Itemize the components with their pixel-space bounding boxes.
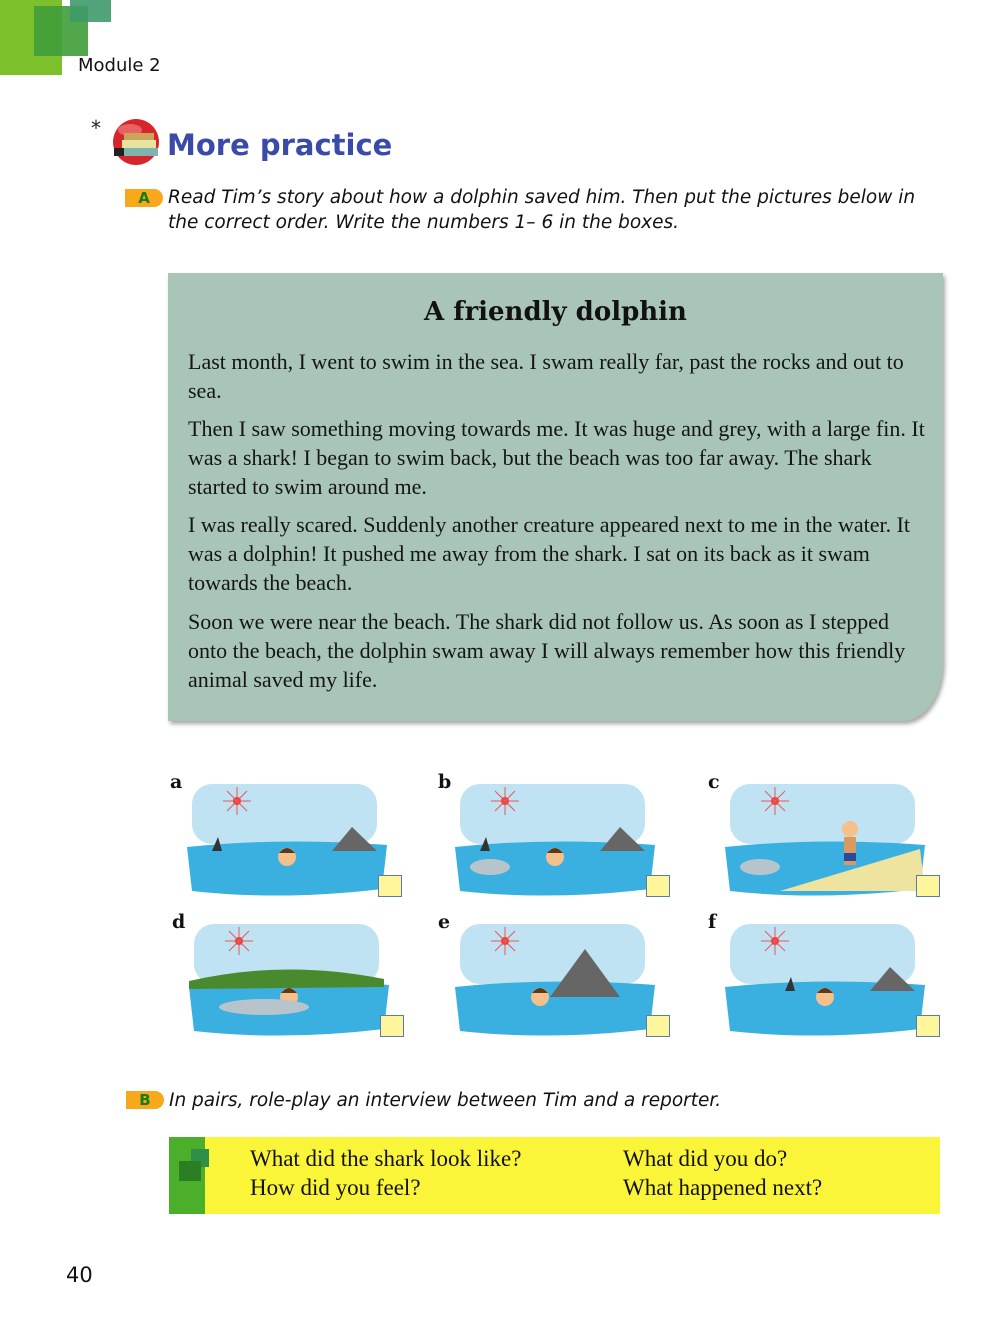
boy-on-beach — [842, 821, 858, 865]
story-picture-b — [450, 779, 660, 909]
instruction-line: the correct order. Write the numbers 1– 6 in the boxes. — [168, 212, 679, 233]
story-picture-d — [184, 919, 394, 1049]
question: What did the shark look like? — [250, 1146, 522, 1171]
section-title: More practice — [167, 128, 393, 162]
sun-icon — [491, 927, 519, 955]
picture-label: f — [708, 911, 717, 933]
question-bar — [169, 1137, 940, 1214]
picture-label: e — [438, 911, 451, 933]
page-number: 40 — [66, 1263, 93, 1287]
books-icon — [110, 118, 162, 166]
story-picture-e — [450, 919, 660, 1049]
answer-box-b[interactable] — [646, 875, 670, 897]
swimmer — [546, 848, 564, 866]
answer-box-f[interactable] — [916, 1015, 940, 1037]
activity-b-instruction: In pairs, role-play an interview between Tim and a reporter. — [169, 1090, 722, 1111]
answer-box-c[interactable] — [916, 875, 940, 897]
instruction-line: Read Tim’s story about how a dolphin saved him. Then put the pictures below in — [168, 187, 916, 208]
sun-icon — [761, 927, 789, 955]
picture-label: b — [438, 771, 452, 793]
answer-box-d[interactable] — [380, 1015, 404, 1037]
sun-icon — [223, 787, 251, 815]
answer-box-e[interactable] — [646, 1015, 670, 1037]
dolphin — [470, 859, 510, 875]
picture-label: d — [172, 911, 186, 933]
answer-box-a[interactable] — [378, 875, 402, 897]
dolphin — [740, 859, 780, 875]
story-paragraph: Soon we were near the beach. The shark did not follow us. As soon as I stepped onto the beach, the dolphin swam away I will always remember how this friendly animal saved my life. — [188, 609, 906, 692]
sun-icon — [761, 787, 789, 815]
corner-decoration — [70, 0, 111, 22]
star-mark: * — [91, 116, 101, 140]
story-title: A friendly dolphin — [424, 297, 687, 327]
module-label: Module 2 — [78, 55, 161, 76]
question: What happened next? — [623, 1175, 823, 1200]
sun-icon — [225, 927, 253, 955]
dolphin — [219, 999, 309, 1015]
picture-label: c — [708, 771, 720, 793]
activity-a-instruction — [168, 185, 915, 235]
story-paragraph: Last month, I went to swim in the sea. I swam really far, past the rocks and out to sea. — [188, 349, 904, 403]
story-paragraph: I was really scared. Suddenly another creature appeared next to me in the water. It was a dolphin! It pushed me away from the shark. I sat on its back as it swam towards the beach. — [188, 512, 911, 595]
picture-label: a — [170, 771, 183, 793]
question: How did you feel? — [250, 1175, 421, 1200]
decoration — [179, 1161, 201, 1181]
swimmer — [531, 988, 549, 1006]
activity-a-badge: A — [125, 189, 163, 207]
activity-b-badge: B — [126, 1091, 164, 1109]
sea — [455, 981, 655, 1035]
story-picture-a — [182, 779, 392, 909]
story-paragraph: Then I saw something moving towards me. It was huge and grey, with a large fin. It was a shark! I began to swim back, but the beach was too far away. The shark started to swim around me. — [188, 416, 925, 499]
swimmer — [816, 988, 834, 1006]
question: What did you do? — [623, 1146, 788, 1171]
story-picture-f — [720, 919, 930, 1049]
story-card — [168, 273, 943, 721]
sun-icon — [491, 787, 519, 815]
sky — [460, 924, 645, 984]
swimmer — [278, 848, 296, 866]
story-picture-c — [720, 779, 930, 909]
sky — [730, 784, 915, 844]
